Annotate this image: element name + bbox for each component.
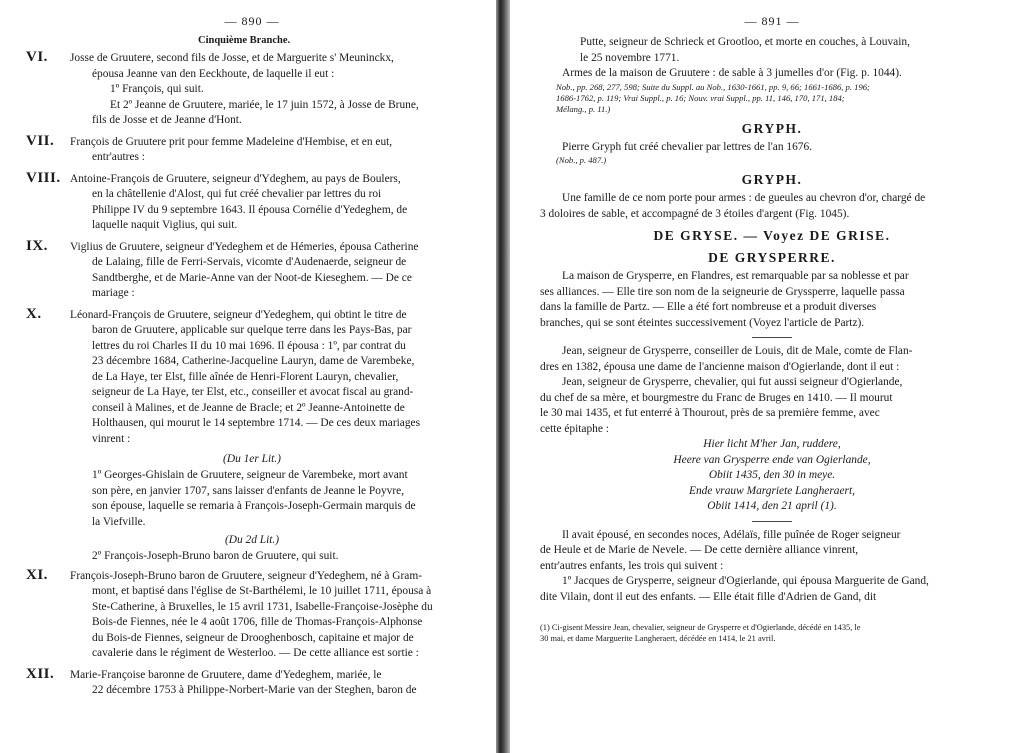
roman-numeral: XI. [26,566,48,583]
entry-line: laquelle naquit Viglius, qui suit. [92,219,238,231]
entry-line: Léonard-François de Gruutere, seigneur d'Yedeghem, qui obtint le titre de [70,308,407,321]
epitaph-line: Heere van Grysperre ende van Ogierlande, [673,453,871,466]
text-line: branches, qui se sont éteintes successivement (Voyez l'article de Partz). [540,316,865,329]
reference-line: 1686-1762, p. 119; Vrai Suppl., p. 16; Nouv. vrai Suppl., pp. 11, 146, 170, 171, 184; [556,92,845,103]
roman-numeral: IX. [26,237,48,254]
entry-line: en la châtellenie d'Alost, qui fut créé chevalier par lettres du roi [92,188,382,200]
text-line: dans la famille de Partz. — Elle a été fort nombreuse et a produit diverses [540,301,877,313]
entry-x [18,305,486,448]
text-line: cette épitaphe : [540,422,609,435]
text-line: 3 doloires de sable, et accompagné de 3 étoiles d'argent (Fig. 1045). [540,207,850,220]
grysperre-intro [540,269,1004,331]
entry-line: 23 décembre 1684, Catherine-Jacqueline Lauryn, dame de Varembeke, [92,355,415,367]
entry-line: épousa Jeanne van den Eeckhoute, de laquelle il eut : [92,67,335,80]
branch-title: Cinquième Branche. [198,35,291,46]
entry-line: de Lalaing, fille de Ferri-Servais, vicomte d'Audenaerde, seigneur de [92,256,407,268]
text-line: La maison de Grysperre, en Flandres, est remarquable par sa noblesse et par [562,270,909,282]
entry-line: François de Gruutere prit pour femme Madeleine d'Hembise, et en eut, [70,135,393,148]
book-gutter [496,0,510,753]
epitaph [540,437,1004,515]
entry-line: 22 décembre 1753 à Philippe-Norbert-Marie van der Steghen, baron de [92,684,417,696]
after-block [540,528,1004,606]
entry-line: la Viefville. [92,515,146,528]
gryph-ref-1: (Nob., p. 487.) [556,155,607,165]
gryph-heading-1: GRYPH. [741,120,803,136]
arms-line: Armes de la maison de Gruutere : de sable à 3 jumelles d'or (Fig. p. 1044). [562,67,902,79]
text-line: le 25 novembre 1771. [580,51,680,64]
entry-xi [18,566,486,662]
entry-line: 1º Georges-Ghislain de Gruutere, seigneur de Varembeke, mort avant [92,469,408,481]
right-page-number: — 891 — [744,14,800,28]
entry-line: Antoine-François de Gruutere, seigneur d'Ydeghem, au pays de Boulers, [70,172,401,185]
section-rule [752,337,792,338]
entry-line: Sandtberghe, et de Marie-Anne van der Noot-de Kieseghem. — De ce [92,271,412,284]
entry-vii [18,132,486,166]
text-line: dres en 1382, épousa une dame de l'ancienne maison d'Ogierlande, dont il eut : [540,360,900,373]
first-bed-label: (Du 1er Lit.) [223,453,281,465]
roman-numeral: VI. [26,49,48,65]
text-line: ses alliances. — Elle tire son nom de la seigneurie de Gryssperre, laquelle passa [540,285,905,298]
entry-ix [18,237,486,302]
epitaph-line: Hier licht M'her Jan, ruddere, [703,438,841,450]
text-line: de Heule et de Marie de Nevele. — De cette dernière alliance vinrent, [540,544,859,556]
entry-line: Ste-Catherine, à Bruxelles, le 15 avril 1731, Isabelle-Françoise-Josèphe du [92,600,433,613]
entry-line: mariage : [92,287,135,299]
entry-line: Marie-Françoise baronne de Gruutere, dame d'Yedeghem, mariée, le [70,668,382,681]
entry-line: son épouse, laquelle se remaria à François-Joseph-Germain marquis de [92,500,416,512]
right-page [510,0,1024,753]
roman-numeral: X. [26,305,42,322]
continuation-block [540,35,1004,82]
entry-line: de La Haye, ter Elst, fille aînée de Henri-Florent Lauryn, chevalier, [92,370,399,383]
footnote-line: 30 mai, et dame Marguerite Langheraert, décédée en 1414, le 21 avril. [540,633,776,643]
roman-numeral: XII. [26,665,55,682]
roman-numeral: VII. [26,132,55,149]
gryph-text-1: Pierre Gryph fut créé chevalier par lettres de l'an 1676. [562,140,813,153]
entry-line: entr'autres : [92,151,145,163]
entry-viii [18,169,486,234]
de-grysperre-heading: DE GRYSPERRE. [708,250,836,265]
entry-vi [18,51,486,129]
entry-line: Bois-de Fiennes, née le 4 août 1706, fille de Thomas-François-Alphonse [92,616,423,628]
text-line: 1º Jacques de Grysperre, seigneur d'Ogierlande, qui épousa Marguerite de Gand, [562,575,929,587]
footnote [540,623,1004,644]
text-line: dite Vilain, dont il eut des enfants. — Elle était fille d'Adrien de Gand, dit [540,590,877,603]
entry-line: son père, en janvier 1707, sans laisser d'enfants de Jeanne le Poyvre, [92,484,405,497]
text-line: Jean, seigneur de Grysperre, conseiller de Louis, dit de Male, comte de Flan- [562,345,913,357]
entry-line: seigneur de La Haye, ter Elst, etc., conseiller et avocat fiscal au grand- [92,386,414,398]
epitaph-line: Obiit 1414, den 21 april (1). [707,500,837,512]
left-page-number: — 890 — [224,14,280,28]
entry-xii [18,665,486,699]
entry-line: François-Joseph-Bruno baron de Gruutere, seigneur d'Yedeghem, né à Gram- [70,569,423,582]
footnote-line: (1) Ci-gisent Messire Jean, chevalier, seigneur de Grysperre et d'Ogierlande, décédé en 1435, le [540,623,861,632]
entry-line: 1º François, qui suit. [110,83,204,95]
de-gryse-heading: DE GRYSE. — Voyez DE GRISE. [653,228,891,243]
second-bed-label: (Du 2d Lit.) [224,534,280,546]
gryph-text-2 [540,191,1004,222]
reference-line: Nob., pp. 268, 277, 598; Suite du Suppl. au Nob., 1630-1661, pp. 9, 66; 1661-1686, p. 196; [556,81,870,92]
text-line: le 30 mai 1435, et fut enterré à Thourout, près de sa première femme, avec [540,407,880,419]
entry-line: mont, et baptisé dans l'église de St-Barthélemi, le 10 juillet 1711, épousa à [92,585,432,597]
roman-numeral: VIII. [26,169,61,186]
gryph-heading-2: GRYPH. [741,172,803,187]
entry-line: fils de Josse et de Jeanne d'Hont. [92,114,242,126]
text-line: du chef de sa mère, et bourgmestre du Franc de Bruges en 1410. — Il mourut [540,391,893,404]
entry-line: Et 2º Jeanne de Gruutere, mariée, le 17 juin 1572, à Josse de Brune, [110,98,419,111]
epitaph-line: Ende vrauw Margriete Langheraert, [689,484,855,497]
entry-line: baron de Gruutere, applicable sur quelque terre dans les Pays-Bas, par [92,324,412,336]
entry-line: Holthausen, qui mourut le 14 septembre 1714. — De ces deux mariages [92,417,421,429]
entry-line: conseil à Malines, et de Jeanne de Bracle; et 2º Jeanne-Antoinette de [92,401,405,414]
text-line: Putte, seigneur de Schrieck et Grootloo, et morte en couches, à Louvain, [580,36,910,48]
second-bed-line: 2º François-Joseph-Bruno baron de Gruutere, qui suit. [92,550,339,562]
entry-line: lettres du roi Charles II du 10 mai 1696. Il épousa : 1º, par contrat du [92,339,406,352]
entry-line: vinrent : [92,432,131,445]
reference-note [540,82,1004,115]
left-page [0,0,500,753]
text-line: Une famille de ce nom porte pour armes : de gueules au chevron d'or, chargé de [562,192,926,204]
entry-line: Josse de Gruutere, second fils de Josse, et de Marguerite s' Meuninckx, [70,52,394,64]
text-line: Il avait épousé, en secondes noces, Adélaïs, fille puînée de Roger seigneur [562,528,901,541]
first-bed-block [18,468,486,530]
reference-line: Mélang., p. 11.) [556,103,611,114]
entry-line: Philippe IV du 9 septembre 1643. Il épousa Cornélie d'Yedeghem, de [92,203,408,216]
section-rule [752,521,792,522]
entry-line: du Bois-de Fiennes, seigneur de Drooghenbosch, capitaine et major de [92,631,414,644]
epitaph-line: Obiit 1435, den 30 in meye. [708,469,836,481]
text-line: Jean, seigneur de Grysperre, chevalier, qui fut aussi seigneur d'Ogierlande, [562,376,903,388]
jean-block [540,344,1004,437]
entry-line: cavalerie dans le régiment de Westerloo. — De cette alliance est sortie : [92,647,419,659]
entry-line: Viglius de Gruutere, seigneur d'Yedeghem et de Hémeries, épousa Catherine [70,240,419,253]
text-line: entr'autres enfants, les trois qui suivent : [540,559,724,572]
